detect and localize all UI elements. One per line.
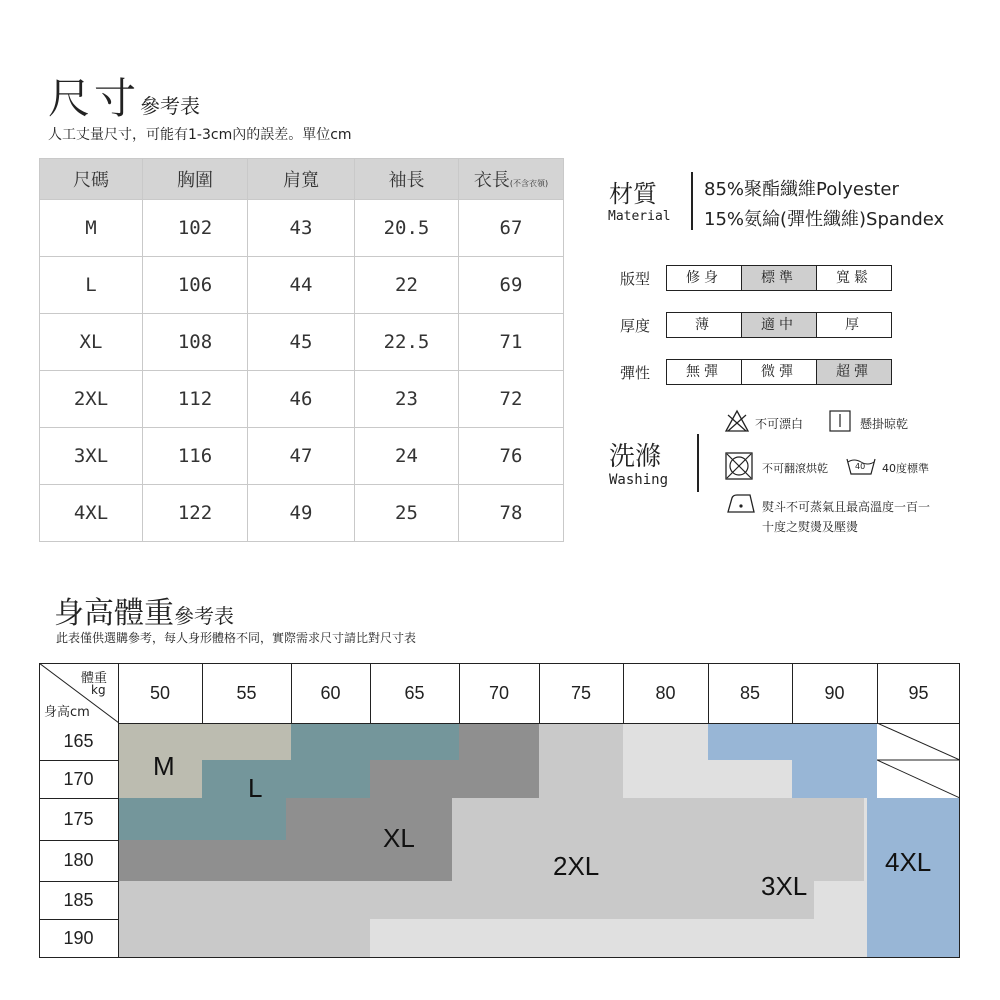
table-cell: 116 [143, 428, 248, 485]
table-cell: L [40, 257, 143, 314]
table-cell: 22.5 [355, 314, 459, 371]
material-title: 材質 [609, 180, 657, 208]
hw-title [54, 588, 234, 632]
size-table [39, 158, 564, 542]
header-shoulder: 肩寬 [248, 159, 355, 200]
table-cell: 46 [248, 371, 355, 428]
fit-label: 版型 [620, 269, 651, 288]
table-cell: 22 [355, 257, 459, 314]
elasticity-options [666, 359, 892, 385]
weight-header-cell: 90 [824, 683, 845, 703]
corner-height: 身高cm [44, 705, 90, 720]
weight-header-cell: 85 [739, 683, 761, 703]
height-weight-grid [39, 663, 960, 958]
fit-option-slim: 修身 [667, 266, 742, 290]
height-col-divider [118, 663, 119, 958]
header-sleeve: 袖長 [355, 159, 459, 200]
material-line-2: 15%氨綸(彈性纖維)Spandex [704, 209, 945, 230]
table-cell: 76 [459, 428, 564, 485]
washing-divider [697, 434, 699, 492]
table-row [40, 371, 564, 428]
wash-40-label: 40度標準 [882, 462, 929, 475]
material-line-1: 85%聚酯纖維Polyester [704, 179, 899, 200]
zone-label-xl: XL [383, 823, 415, 853]
thickness-row [620, 312, 892, 338]
hang-dry-label: 懸掛晾乾 [860, 417, 909, 431]
weight-header-cell: 70 [488, 683, 510, 703]
table-row [40, 428, 564, 485]
header-size: 尺碼 [40, 159, 143, 200]
iron-icon [726, 492, 758, 518]
elasticity-row [620, 359, 892, 385]
table-cell: 72 [459, 371, 564, 428]
table-cell: 3XL [40, 428, 143, 485]
size-title-small: 參考表 [140, 94, 201, 118]
thickness-options [666, 312, 892, 338]
fit-row [620, 265, 892, 291]
table-cell: 44 [248, 257, 355, 314]
table-cell: 43 [248, 200, 355, 257]
fit-options [666, 265, 892, 291]
table-cell: 20.5 [355, 200, 459, 257]
height-label-cell: 175 [39, 798, 118, 840]
thickness-option-thick: 厚 [817, 313, 891, 337]
table-cell: 47 [248, 428, 355, 485]
hw-title-big: 身高體重 [54, 596, 174, 631]
hang-dry-icon [829, 410, 851, 436]
weight-header-cell: 50 [149, 683, 171, 703]
weight-header-cell: 60 [320, 683, 341, 703]
grid-border [39, 663, 960, 958]
table-cell: 122 [143, 485, 248, 542]
elasticity-option-none: 無彈 [667, 360, 742, 384]
table-cell: 106 [143, 257, 248, 314]
iron-label-1: 熨斗不可蒸氣且最高溫度一百一 [762, 500, 931, 514]
material-divider [691, 172, 693, 230]
table-row [40, 485, 564, 542]
table-cell: 24 [355, 428, 459, 485]
header-chest: 胸圍 [143, 159, 248, 200]
elasticity-label: 彈性 [620, 363, 651, 382]
table-cell: 78 [459, 485, 564, 542]
corner-kg: kg [91, 683, 106, 697]
iron-label-2: 十度之熨燙及壓燙 [762, 520, 859, 534]
table-cell: 49 [248, 485, 355, 542]
table-row [40, 257, 564, 314]
material-subtitle: Material [608, 209, 671, 224]
hw-title-small: 參考表 [174, 604, 234, 628]
fit-option-regular: 標準 [742, 266, 817, 290]
washing-subtitle: Washing [609, 472, 669, 488]
size-title-big: 尺寸 [48, 74, 141, 123]
table-cell: 23 [355, 371, 459, 428]
table-cell: XL [40, 314, 143, 371]
table-cell: 112 [143, 371, 248, 428]
no-tumble-dry-label: 不可翻滾烘乾 [762, 462, 828, 475]
table-cell: 71 [459, 314, 564, 371]
wash-40-icon [846, 456, 876, 476]
elasticity-option-slight: 微彈 [742, 360, 817, 384]
table-row [40, 314, 564, 371]
table-cell: 102 [143, 200, 248, 257]
weight-header-cell: 55 [236, 683, 257, 703]
table-cell: 108 [143, 314, 248, 371]
weight-header-cell: 65 [404, 683, 425, 703]
table-cell: 25 [355, 485, 459, 542]
zone-label-3xl: 3XL [761, 871, 808, 901]
thickness-label: 厚度 [620, 316, 651, 335]
header-length [459, 159, 564, 200]
table-cell: 69 [459, 257, 564, 314]
height-label-cell: 190 [39, 919, 118, 958]
size-table-header [40, 159, 564, 200]
height-label-cell: 180 [39, 840, 118, 881]
no-bleach-label: 不可漂白 [755, 417, 804, 431]
zone-label-m: M [153, 751, 175, 781]
height-label-cell: 185 [39, 881, 118, 919]
hw-note: 此表僅供選購參考，每人身形體格不同，實際需求尺寸請比對尺寸表 [56, 631, 417, 645]
elasticity-option-super: 超彈 [817, 360, 891, 384]
zone-label-l: L [248, 773, 263, 803]
table-cell: 45 [248, 314, 355, 371]
thickness-option-medium: 適中 [742, 313, 817, 337]
size-title [48, 66, 200, 126]
no-tumble-dry-icon [725, 452, 753, 484]
thickness-option-thin: 薄 [667, 313, 742, 337]
wash-40-number: 40 [855, 462, 866, 471]
table-cell: 2XL [40, 371, 143, 428]
table-cell: 67 [459, 200, 564, 257]
zone-label-2xl: 2XL [553, 851, 600, 881]
table-cell: M [40, 200, 143, 257]
header-length-sub: (不含衣領) [509, 179, 549, 188]
height-label-cell: 165 [39, 723, 118, 760]
washing-title: 洗滌 [609, 442, 662, 472]
zone-label-4xl: 4XL [885, 847, 932, 877]
table-row [40, 200, 564, 257]
header-length-label: 衣長 [473, 170, 510, 191]
corner-weight: 體重 [81, 671, 108, 686]
table-cell: 4XL [40, 485, 143, 542]
size-note: 人工丈量尺寸，可能有1-3cm內的誤差。單位cm [48, 127, 352, 143]
height-label-cell: 170 [39, 760, 118, 798]
no-bleach-icon [724, 409, 750, 437]
weight-header-cell: 75 [570, 683, 592, 703]
weight-header-cell: 80 [655, 683, 676, 703]
fit-option-loose: 寬鬆 [817, 266, 891, 290]
weight-header-cell: 95 [908, 683, 929, 703]
